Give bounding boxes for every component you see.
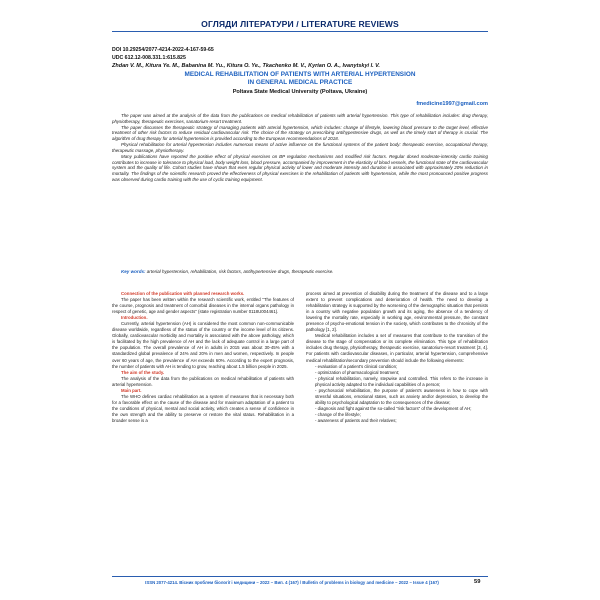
list-item: - physical rehabilitation, namely, stepwise and controlled. This refers to the increase in physical activity adapted to the individual capabilities of a person; xyxy=(315,375,488,387)
section-heading: The aim of the study. xyxy=(121,369,165,375)
abstract-paragraph: The paper discusses the therapeutic strategy of managing patients with arterial hypertension, which includes: change of lifestyle, lowering blood pressure to the target level, effective treatment of other risk factors to reduce residual cardiovascular risk. The choice of the strategy on prescribing antihypertensive drugs, as well as the timely start of therapy is crucial. The algorithm of drug therapy for arterial hypertension is provided according to the European recommendations of 2018. xyxy=(112,124,488,142)
keywords-label: Key words: xyxy=(121,269,146,274)
journal-footer: ISSN 2077-4214. Вісник проблем біології і медицини – 2022 – Вип. 4 (167) / Bulletin of problems in biology and medicine – 2022 – Issue 4 (167) xyxy=(145,580,439,585)
doi: DOI 10.29254/2077-4214-2022-4-167-59-65 xyxy=(112,47,214,53)
abstract-paragraph: Many publications have reported the positive effect of physical exercises on BP regulation mechanisms and modified risk factors. Regular dosed moderate-intensity cardio training contributes to increase in tolerance to physical load, body weight loss, blood pressure, accompanied by improvement in the elasticity of blood vessels, the functional state of the cardiovascular system and the quality of life. Cohort studies have shown that even regular physical activity of lower and moderate intensity and duration is associated with approximately 20% reduction in mortality. The findings of the scientific research proved the effectiveness of physical exercises in the rehabilitation of patients with hypertension, while the most pronounced positive progress was observed during cardio training with the use of cyclic training equipment. xyxy=(112,154,488,182)
abstract-paragraph: The paper was aimed at the analysis of the data from the publications on medical rehabilitation of patients with arterial hypertension. This type of rehabilitation includes: drug therapy, physiotherapy, therapeutic exercises, sanatorium-resort treatment. xyxy=(112,113,488,124)
list-item: - diagnosis and fight against the so-called "risk factors" of the development of AH; xyxy=(315,405,472,411)
body-paragraph: Medical rehabilitation includes a set of measures that contribute to the transition of the disease to the stage of compensation or its complete elimination. This type of rehabilitation includes drug therapy, physiotherapy, therapeutic exercise, sanatorium-resort treatment [3, 4]. For patients with cardiovascular diseases, in particular, arterial hypertension, comprehensive medical rehabilitation/secondary prevention should include the following elements: xyxy=(306,333,488,363)
list-item: - psychosocial rehabilitation, the purpose of patient's awareness in how to cope with stressful situations, emotional states, such as anxiety and/or depression, to develop the ability to psychological adaptation to the consequences of the disease; xyxy=(315,387,488,405)
abstract-paragraph: Physical rehabilitation for arterial hypertension includes numerous means of active influence on the functional systems of the patient body: therapeutic exercise, occupational therapy, therapeutic massage, physiotherapy. xyxy=(112,142,488,153)
body-paragraph: The paper has been written within the research scientific work, entitled "The features of the course, prognosis and treatment of comorbid diseases in the internal organs pathology in respect of genetic, age and gender aspects" (state registration number 0118U004461). xyxy=(112,297,294,315)
body-paragraph: The analysis of the data from the publications on medical rehabilitation of patients with arterial hypertension. xyxy=(112,375,294,387)
article-title-line: MEDICAL REHABILITATION OF PATIENTS WITH ARTERIAL HYPERTENSION xyxy=(184,71,416,78)
body-column-right xyxy=(306,291,488,424)
article-title xyxy=(128,71,472,87)
email-link[interactable]: fmedicine1997@gmail.com xyxy=(416,101,488,107)
page-number: 59 xyxy=(474,579,481,585)
keywords xyxy=(112,269,488,275)
body-paragraph: Currently, arterial hypertension (AH) is considered the most common non-communicable disease worldwide, regardless of the status of the country or the income level of its citizens. Globally, cardiovascular morbidity and mortality is associated with the above pathology, which is facilitated by the high prevalence of AH and the lack of adequate control in a large part of the population. The overall prevalence of AH in adults in 2015 was about 30-45% with a standardized global prevalence of 24% and 20% in men and women, respectively. In people over 60 years of age, the prevalence of AH exceeds 60%. According to the expert prognosis, the number of patients with AH is tending to grow, reaching about 1.5 billion people in 2025. xyxy=(112,321,294,369)
list-item: - change of the lifestyle; xyxy=(315,411,361,417)
body-paragraph: The WHO defines cardiac rehabilitation as a system of measures that is necessary both for a favorable effect on the cause of the disease and for maximum adaptation of a patient to the conditions of physical, mental and social activity, which creates a sense of confidence in the own strength and the ability to preserve or restore the vital status. Rehabilitation in a broader sense is a xyxy=(112,393,294,423)
abstract xyxy=(112,113,488,183)
section-heading: Connection of the publication with planned research works. xyxy=(121,291,245,296)
body-column-left xyxy=(112,291,294,424)
list-item: - evaluation of a patient's clinical condition; xyxy=(315,363,398,369)
list-item: - awareness of patients and their relatives; xyxy=(315,417,397,423)
article-title-line: IN GENERAL MEDICAL PRACTICE xyxy=(247,79,353,87)
body-paragraph: process aimed at prevention of disability during the treatment of the disease and to a large extent to prevent complications and deterioration of health. The need to develop a rehabilitation strategy is supported by the worsening of the demographic situation that persists in a country with negative population growth and its aging, the absence of a tendency of lowering the mortality rate, especially in working age, environmental pressure, the constant presence of psycho-emotional tension in the society, which contributes to the chronicity of the pathology [1, 2]. xyxy=(306,291,488,333)
header-divider xyxy=(112,31,488,32)
udc: UDC 612.12-008.331.1:615.825 xyxy=(112,55,186,61)
keywords-text: arterial hypertension, rehabilitation, risk factors, antihypertensive drugs, therapeutic exercise. xyxy=(146,269,334,274)
section-heading: Main part. xyxy=(121,387,142,393)
section-header: ОГЛЯДИ ЛІТЕРАТУРИ / LITERATURE REVIEWS xyxy=(201,19,399,29)
affiliation: Poltava State Medical University (Poltava, Ukraine) xyxy=(232,89,368,95)
footer-divider xyxy=(112,576,488,577)
authors: Zhdan V. M., Kitura Ye. M., Babanina M. Yu., Kitura O. Ye., Tkachenko M. V., Kyrian O. A., Ivanytskyi I. V. xyxy=(112,63,380,69)
list-item: - optimization of pharmacological treatment; xyxy=(315,369,400,375)
section-heading: Introduction. xyxy=(121,315,148,321)
